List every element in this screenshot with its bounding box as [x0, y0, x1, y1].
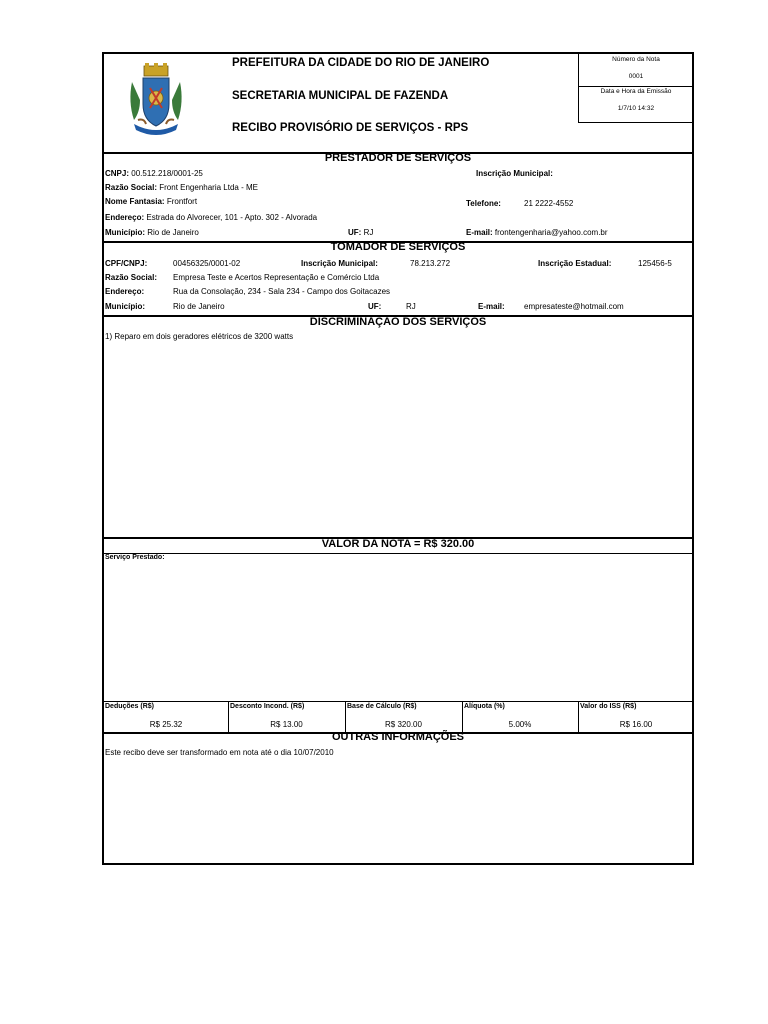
aliquota-value: 5.00% — [508, 720, 532, 729]
prestador-fantasia-row: Nome Fantasia: Frontfort — [105, 197, 198, 206]
tomador-razao-value: Empresa Teste e Acertos Representação e Comércio Ltda — [173, 273, 380, 282]
tomador-uf-value: RJ — [406, 302, 416, 311]
outras-text: Este recibo deve ser transformado em nota até o dia 10/07/2010 — [105, 748, 334, 757]
totais-top-rule — [104, 701, 692, 702]
prestador-uf-row: UF: RJ — [348, 228, 374, 237]
valor-da-nota: VALOR DA NOTA = R$ 320.00 — [321, 538, 475, 550]
tomador-email-value: empresateste@hotmail.com — [524, 302, 624, 311]
valor-iss-header: Valor do ISS (R$) — [580, 703, 637, 710]
outras-title: OUTRAS INFORMAÇÕES — [332, 731, 464, 743]
city-coat-of-arms-icon — [126, 62, 186, 138]
discriminacao-title: DISCRIMINAÇÃO DOS SERVIÇOS — [309, 316, 487, 328]
servico-prestado-label: Serviço Prestado: — [105, 554, 165, 561]
tomador-im-value: 78.213.272 — [410, 259, 451, 268]
nota-number-value: 0001 — [628, 73, 644, 80]
prestador-razao-row: Razão Social: Front Engenharia Ltda - ME — [105, 183, 258, 192]
base-calculo-value: R$ 320.00 — [385, 720, 422, 729]
tomador-cpf-value: 00456325/0001-02 — [173, 259, 241, 268]
prestador-title: PRESTADOR DE SERVIÇOS — [324, 152, 472, 164]
header-rps-title: RECIBO PROVISÓRIO DE SERVIÇOS - RPS — [232, 122, 469, 134]
tomador-razao-label: Razão Social: — [105, 273, 158, 282]
aliquota-header: Alíquota (%) — [464, 703, 505, 710]
header-box-bottom — [578, 122, 692, 123]
prestador-endereco-row: Endereço: Estrada do Alvorecer, 101 - Apto. 302 - Alvorada — [105, 213, 318, 222]
tomador-endereco-value: Rua da Consolação, 234 - Sala 234 - Campo dos Goitacazes — [173, 287, 391, 296]
prestador-email-row: E-mail: frontengenharia@yahoo.com.br — [466, 228, 608, 237]
tomador-municipio-label: Município: — [105, 302, 145, 311]
tomador-ie-value: 125456-5 — [638, 259, 672, 268]
nota-number-label: Número da Nota — [612, 56, 660, 63]
tomador-municipio-value: Rio de Janeiro — [173, 302, 225, 311]
tomador-email-label: E-mail: — [478, 302, 505, 311]
tomador-im-label: Inscrição Municipal: — [301, 259, 378, 268]
emission-date-label: Data e Hora da Emissão — [600, 88, 672, 95]
tomador-uf-label: UF: — [368, 302, 382, 311]
header-secretaria: SECRETARIA MUNICIPAL DE FAZENDA — [232, 90, 449, 102]
tomador-ie-label: Inscrição Estadual: — [538, 259, 612, 268]
header-prefeitura: PREFEITURA DA CIDADE DO RIO DE JANEIRO — [232, 57, 490, 69]
valor-iss-value: R$ 16.00 — [619, 720, 653, 729]
prestador-cnpj-row: CNPJ: 00.512.218/0001-25 — [105, 169, 203, 178]
prestador-im-label: Inscrição Municipal: — [476, 169, 553, 178]
deducoes-header: Deduções (R$) — [105, 703, 155, 710]
rps-document — [102, 52, 694, 865]
prestador-telefone-label: Telefone: — [466, 199, 501, 208]
tomador-title: TOMADOR DE SERVIÇOS — [330, 241, 466, 253]
discriminacao-item: 1) Reparo em dois geradores elétricos de 3200 watts — [105, 332, 294, 341]
desconto-value: R$ 13.00 — [270, 720, 303, 729]
deducoes-value: R$ 25.32 — [149, 720, 183, 729]
valor-bottom-rule — [104, 553, 692, 554]
prestador-telefone-value: 21 2222-4552 — [524, 199, 574, 208]
prestador-municipio-row: Município: Rio de Janeiro — [105, 228, 199, 237]
base-calculo-header: Base de Cálculo (R$) — [347, 703, 417, 710]
tomador-cpf-label: CPF/CNPJ: — [105, 259, 148, 268]
emission-date-value: 1/7/10 14:32 — [617, 105, 655, 112]
desconto-header: Desconto Incond. (R$) — [230, 703, 305, 710]
header-box-separator — [578, 86, 692, 87]
tomador-endereco-label: Endereço: — [105, 287, 145, 296]
